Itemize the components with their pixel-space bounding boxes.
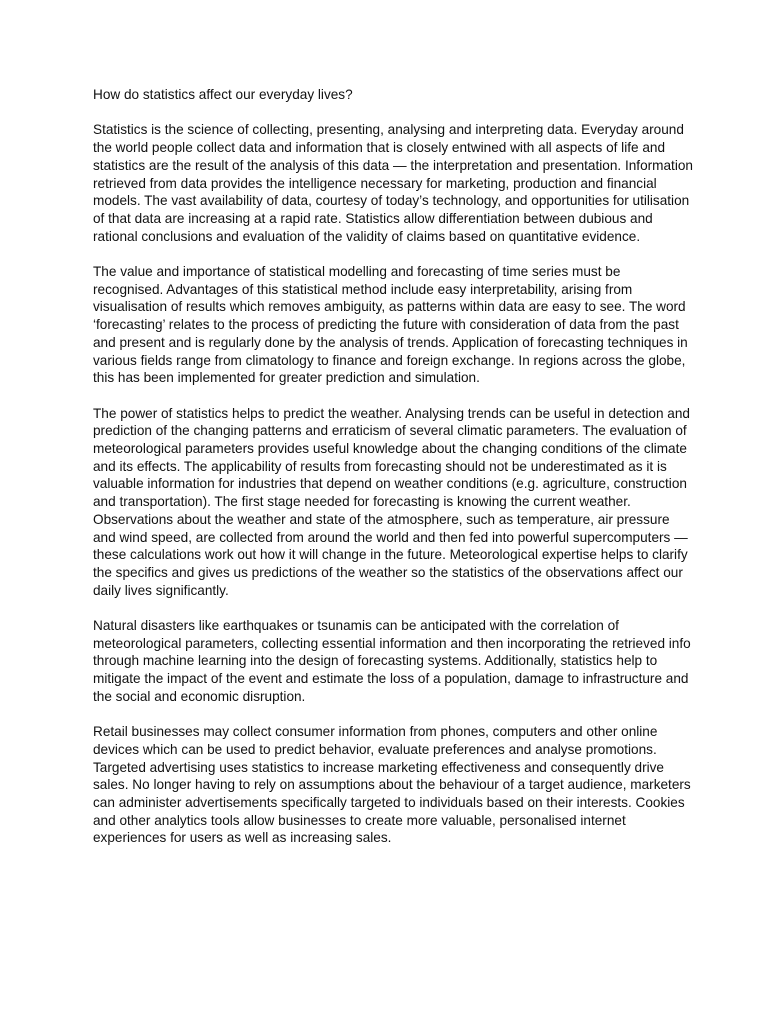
paragraph-weather: The power of statistics helps to predict the weather. Analysing trends can be useful in detection and prediction of the changing patterns and erraticism of several climatic parameters. The evaluation of meteorological parameters provides useful knowledge about the changing conditions of the climate and its effects. The applicability of results from forecasting should not be underestimated as it is valuable information for industries that depend on weather conditions (e.g. agriculture, construction and transportation). The first stage needed for forecasting is knowing the current weather. Observations about the weather and state of the atmosphere, such as temperature, air pressure and wind speed, are collected from around the world and then fed into powerful supercomputers — these calculations work out how it will change in the future. Meteorological expertise helps to clarify the specifics and gives us predictions of the weather so the statistics of the observations affect our daily lives significantly. [93, 405, 690, 598]
paragraph-natural-disasters: Natural disasters like earthquakes or tsunamis can be anticipated with the correlation of meteorological parameters, collecting essential information and then incorporating the retrieved info through machine learning into the design of forecasting systems. Additionally, statistics help to mitigate the impact of the event and estimate the loss of a population, damage to infrastructure and the social and economic disruption. [93, 618, 691, 704]
document-page [93, 86, 693, 865]
paragraph-definition: Statistics is the science of collecting, presenting, analysing and interpreting data. Everyday around the world people collect data and information that is closely entwined with all aspects of life and statistics are the result of the analysis of this data — the interpretation and presentation. Information retrieved from data provides the intelligence necessary for marketing, production and financial models. The vast availability of data, courtesy of today’s technology, and opportunities for utilisation of that data are increasing at a rapid rate. Statistics allow differentiation between dubious and rational conclusions and evaluation of the validity of claims based on quantitative evidence. [93, 122, 693, 244]
paragraph-retail: Retail businesses may collect consumer information from phones, computers and other online devices which can be used to predict behavior, evaluate preferences and analyse promotions. Targeted advertising uses statistics to increase marketing effectiveness and consequently drive sales. No longer having to rely on assumptions about the behaviour of a target audience, marketers can administer advertisements specifically targeted to individuals based on their interests. Cookies and other analytics tools allow businesses to create more valuable, personalised internet experiences for users as well as increasing sales. [93, 724, 691, 846]
paragraph-forecasting: The value and importance of statistical modelling and forecasting of time series must be recognised. Advantages of this statistical method include easy interpretability, arising from visualisation of results which removes ambiguity, as patterns within data are easy to see. The word ‘forecasting’ relates to the process of predicting the future with consideration of data from the past and present and is regularly done by the analysis of trends. Application of forecasting techniques in various fields range from climatology to finance and foreign exchange. In regions across the globe, this has been implemented for greater prediction and simulation. [93, 264, 688, 386]
document-title: How do statistics affect our everyday lives? [93, 87, 353, 102]
